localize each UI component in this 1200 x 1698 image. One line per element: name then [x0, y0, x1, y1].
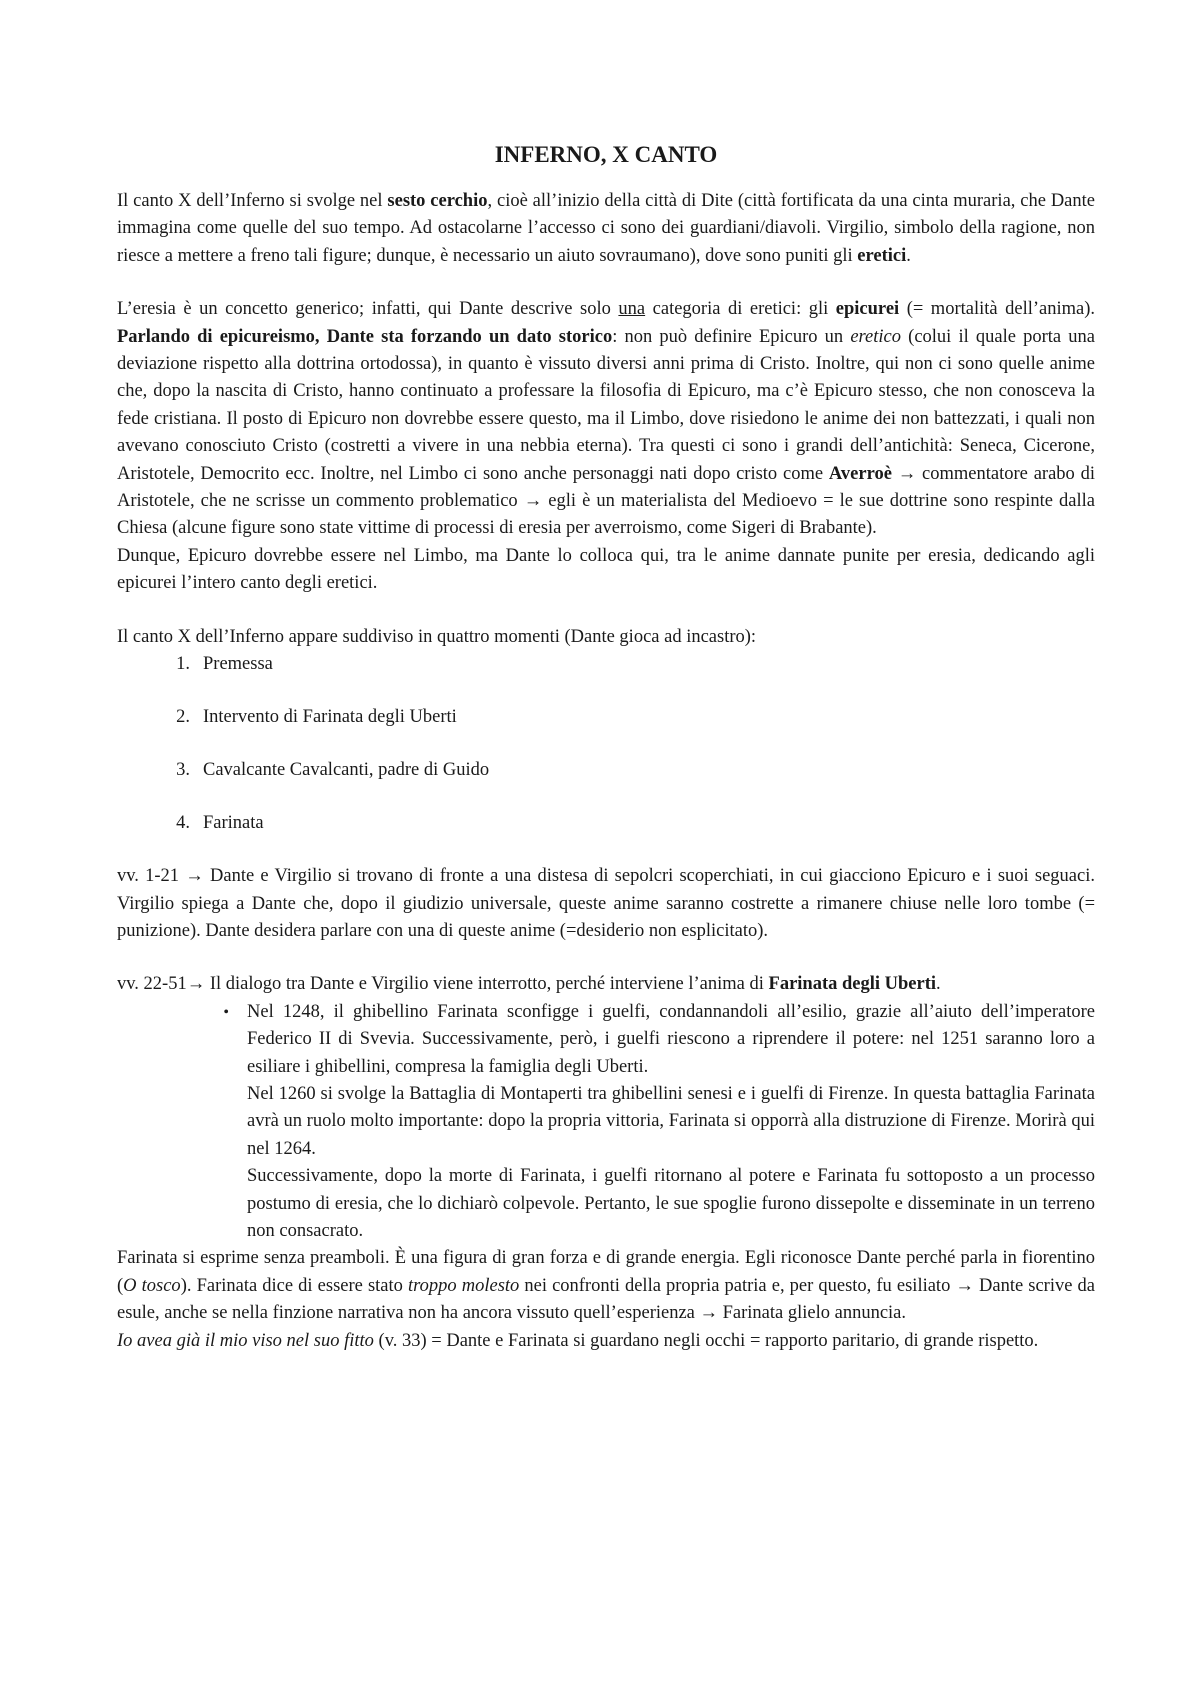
paragraph-limbo: Dunque, Epicuro dovrebbe essere nel Limbo, ma Dante lo colloca qui, tra le anime dannate punite per eresia, dedicando agli epicurei l’intero canto degli eretici. [117, 545, 1095, 594]
page-title: INFERNO, X CANTO [494, 142, 718, 167]
document-page [117, 140, 1095, 1355]
moments-list [117, 651, 1095, 837]
paragraph-quote: Io avea già il mio viso nel suo fitto (v. 33) = Dante e Farinata si guardano negli occhi = rapporto paritario, di grande rispetto. [117, 1330, 1039, 1351]
bullet-text-1260: Nel 1260 si svolge la Battaglia di Montaperti tra ghibellini senesi e i guelfi di Firenze. In questa battaglia Farinata avrà un ruolo molto importante: dopo la propria vittoria, Farinata si opporrà alla distruzione di Firenze. Morirà qui nel 1264. [247, 1083, 1095, 1159]
bullet-text-1248: Nel 1248, il ghibellino Farinata sconfigge i guelfi, condannandoli all’esilio, grazie all’aiuto dell’imperatore Federico II di Svevia. Successivamente, però, i guelfi riescono a riprendere il potere: nel 1251 saranno loro a esiliare i ghibellini, compresa la famiglia degli Uberti. [247, 1001, 1095, 1077]
paragraph-intro: Il canto X dell’Inferno si svolge nel sesto cerchio, cioè all’inizio della città di Dite (città fortificata da una cinta muraria, che Dante immagina come quelle del suo tempo. Ad ostacolarne l’accesso ci sono dei guardiani/diavoli. Virgilio, simbolo della ragione, non riesce a mettere a freno tali figure; dunque, è necessario un aiuto sovraumano), dove sono puniti gli eretici. [117, 191, 1095, 266]
paragraph-verses-1-21: vv. 1-21 → Dante e Virgilio si trovano di fronte a una distesa di sepolcri scoperchiati, in cui giacciono Epicuro e i suoi seguaci. Virgilio spiega a Dante che, dopo il giudizio universale, queste anime saranno costrette a rimanere chiuse nelle loro tombe (= punizione). Dante desidera parlare con una di queste anime (=desiderio non esplicitato). [117, 866, 1095, 941]
paragraph-verses-22-51: vv. 22-51→ Il dialogo tra Dante e Virgilio viene interrotto, perché interviene l’anima di Farinata degli Uberti. [117, 974, 941, 995]
farinata-history-bullet [117, 999, 1095, 1246]
bullet-text-posthumous: Successivamente, dopo la morte di Farinata, i guelfi ritornano al potere e Farinata fu sottoposto a un processo postumo di eresia, che lo dichiarò colpevole. Pertanto, le sue spoglie furono dissepolte e disseminate in un terreno non consacrato. [247, 1166, 1095, 1241]
list-item: 4. Farinata [176, 813, 264, 834]
paragraph-structure: Il canto X dell’Inferno appare suddiviso in quattro momenti (Dante gioca ad incastro): [117, 626, 757, 647]
list-item: 3. Cavalcante Cavalcanti, padre di Guido [176, 760, 490, 781]
list-item: 1. Premessa [176, 654, 273, 675]
paragraph-heresy: L’eresia è un concetto generico; infatti, qui Dante descrive solo una categoria di eretici: gli epicurei (= mortalità dell’anima). Parlando di epicureismo, Dante sta forzando un dato storico: non può definire Epicuro un eretico (colui il quale porta una deviazione rispetto alla dottrina ortodossa), in quanto è vissuto diversi anni prima di Cristo. Inoltre, qui non ci sono quelle anime che, dopo la nascita di Cristo, hanno continuato a professare la filosofia di Epicuro, ma c’è Epicuro stesso, che non conosceva la fede cristiana. Il posto di Epicuro non dovrebbe essere questo, ma il Limbo, dove risiedono le anime dei non battezzati, i quali non avevano conosciuto Cristo (costretti a vivere in una nebbia eterna). Tra questi ci sono i grandi dell’antichità: Seneca, Cicerone, Aristotele, Democrito ecc. Inoltre, nel Limbo ci sono anche personaggi nati dopo cristo come Averroè → commentatore arabo di Aristotele, che ne scrisse un commento problematico → egli è un materialista del Medioevo = le sue dottrine sono respinte dalla Chiesa (alcune figure sono state vittime di processi di eresia per averroismo, come Sigeri di Brabante). [117, 299, 1096, 539]
list-item: 2. Intervento di Farinata degli Uberti [176, 707, 457, 728]
paragraph-farinata-speech: Farinata si esprime senza preamboli. È una figura di gran forza e di grande energia. Egli riconosce Dante perché parla in fiorentino (O tosco). Farinata dice di essere stato troppo molesto nei confronti della propria patria e, per questo, fu esiliato → Dante scrive da esule, anche se nella finzione narrativa non ha ancora vissuto quell’esperienza → Farinata glielo annuncia. [117, 1248, 1095, 1324]
bullet-icon: • [223, 1003, 229, 1021]
